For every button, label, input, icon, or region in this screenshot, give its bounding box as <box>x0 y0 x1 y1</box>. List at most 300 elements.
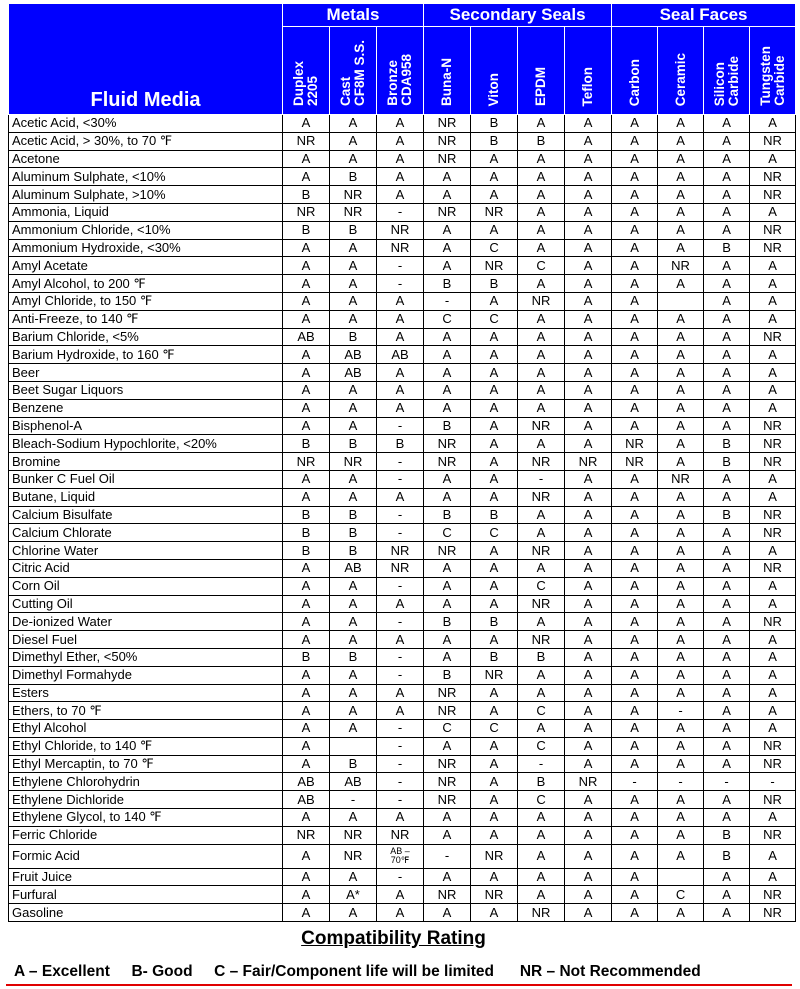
rating-cell: A <box>471 488 518 506</box>
rating-cell: - <box>377 275 424 293</box>
rating-cell: A <box>471 542 518 560</box>
rating-cell: A <box>704 399 750 417</box>
rating-cell: A <box>283 595 330 613</box>
rating-cell: NR <box>377 221 424 239</box>
table-row <box>9 150 796 168</box>
rating-cell: A <box>612 826 658 844</box>
rating-cell: A <box>565 702 612 720</box>
table-row <box>9 257 796 275</box>
rating-cell: A <box>750 346 796 364</box>
rating-cell: A <box>612 595 658 613</box>
rating-cell: NR <box>424 435 471 453</box>
rating-cell: A <box>704 150 750 168</box>
rating-cell: A <box>704 186 750 204</box>
rating-cell: C <box>424 310 471 328</box>
rating-cell: B <box>283 221 330 239</box>
rating-cell: NR <box>518 595 565 613</box>
rating-cell: A <box>750 381 796 399</box>
fluid-name-cell: Dimethyl Ether, <50% <box>9 648 283 666</box>
rating-cell: A <box>330 132 377 150</box>
rating-cell: A <box>658 524 704 542</box>
rating-cell: A <box>704 648 750 666</box>
rating-cell: A <box>565 648 612 666</box>
rating-cell: A <box>612 132 658 150</box>
fluid-name-cell: Fruit Juice <box>9 868 283 886</box>
rating-cell: A <box>658 488 704 506</box>
rating-cell: A <box>518 203 565 221</box>
rating-cell: A <box>330 720 377 738</box>
rating-cell: - <box>377 720 424 738</box>
rating-cell: A <box>565 684 612 702</box>
rating-cell: AB <box>283 328 330 346</box>
rating-cell: A <box>704 791 750 809</box>
rating-cell: A <box>750 868 796 886</box>
rating-cell: A <box>612 886 658 904</box>
rating-cell: A <box>471 292 518 310</box>
rating-cell: A <box>471 399 518 417</box>
rating-cell: A <box>471 150 518 168</box>
rating-cell: A <box>330 115 377 133</box>
rating-cell: NR <box>518 904 565 922</box>
rating-cell: NR <box>750 453 796 471</box>
rating-cell: NR <box>424 791 471 809</box>
table-row <box>9 364 796 382</box>
fluid-name-cell: Beet Sugar Liquors <box>9 381 283 399</box>
table-row <box>9 381 796 399</box>
rating-cell: A <box>330 631 377 649</box>
rating-cell: A <box>330 577 377 595</box>
rating-cell: AB <box>330 773 377 791</box>
rating-cell: B <box>518 773 565 791</box>
group-header: Secondary Seals <box>424 4 612 27</box>
rating-cell: A <box>750 720 796 738</box>
rating-cell <box>658 868 704 886</box>
rating-cell: A <box>518 328 565 346</box>
fluid-name-cell: Cutting Oil <box>9 595 283 613</box>
rating-cell: NR <box>750 791 796 809</box>
rating-cell: A <box>612 791 658 809</box>
fluid-name-cell: Anti-Freeze, to 140 ℉ <box>9 310 283 328</box>
rating-cell: A <box>424 381 471 399</box>
rating-cell: A <box>704 417 750 435</box>
rating-cell: - <box>377 755 424 773</box>
rating-cell: A <box>658 435 704 453</box>
table-row <box>9 559 796 577</box>
table-row <box>9 292 796 310</box>
rating-cell: C <box>471 310 518 328</box>
rating-cell: A <box>565 417 612 435</box>
rating-cell: A <box>471 168 518 186</box>
rating-cell: NR <box>750 239 796 257</box>
footer-divider <box>6 984 792 986</box>
rating-cell: NR <box>424 115 471 133</box>
rating-cell: NR <box>424 150 471 168</box>
rating-cell: A <box>750 684 796 702</box>
fluid-name-cell: Butane, Liquid <box>9 488 283 506</box>
rating-cell: NR <box>658 470 704 488</box>
rating-cell: A <box>330 417 377 435</box>
table-row <box>9 417 796 435</box>
rating-cell: A <box>424 904 471 922</box>
rating-cell: B <box>471 506 518 524</box>
rating-cell: A <box>283 488 330 506</box>
rating-cell: AB <box>330 346 377 364</box>
rating-cell: AB <box>283 773 330 791</box>
rating-cell: A <box>518 666 565 684</box>
rating-cell: A <box>565 844 612 868</box>
fluid-name-cell: Acetone <box>9 150 283 168</box>
rating-cell: A <box>518 168 565 186</box>
rating-cell: A <box>471 868 518 886</box>
rating-cell: A <box>518 221 565 239</box>
rating-cell: A <box>612 684 658 702</box>
column-header-label: Silicon Carbide <box>711 55 741 106</box>
rating-cell: - <box>377 257 424 275</box>
rating-cell: A <box>612 577 658 595</box>
rating-cell: NR <box>750 886 796 904</box>
rating-cell: A <box>518 186 565 204</box>
rating-cell: NR <box>424 755 471 773</box>
table-row <box>9 203 796 221</box>
rating-cell: A <box>377 488 424 506</box>
rating-cell: A <box>612 221 658 239</box>
column-header <box>704 27 750 115</box>
fluid-name-cell: Furfural <box>9 886 283 904</box>
fluid-name-cell: Amyl Alcohol, to 200 ℉ <box>9 275 283 293</box>
rating-cell: C <box>424 720 471 738</box>
rating-cell: A <box>471 453 518 471</box>
rating-cell: A <box>565 826 612 844</box>
rating-cell: A <box>283 809 330 827</box>
fluid-name-cell: Benzene <box>9 399 283 417</box>
rating-cell: A <box>518 364 565 382</box>
rating-cell: NR <box>283 453 330 471</box>
rating-cell: A <box>565 595 612 613</box>
rating-cell: A <box>565 524 612 542</box>
rating-cell: A <box>612 524 658 542</box>
rating-cell: NR <box>518 453 565 471</box>
table-row <box>9 904 796 922</box>
rating-cell: B <box>424 666 471 684</box>
rating-cell: - <box>377 203 424 221</box>
rating-cell: NR <box>424 453 471 471</box>
fluid-name-cell: Beer <box>9 364 283 382</box>
rating-cell: A <box>612 257 658 275</box>
rating-cell: A <box>612 346 658 364</box>
rating-cell: A <box>518 346 565 364</box>
rating-cell: A <box>471 595 518 613</box>
rating-cell: A <box>283 115 330 133</box>
table-row <box>9 868 796 886</box>
fluid-name-cell: Ammonia, Liquid <box>9 203 283 221</box>
rating-cell: NR <box>471 257 518 275</box>
rating-cell: A <box>377 381 424 399</box>
rating-cell: C <box>424 524 471 542</box>
rating-cell: A <box>424 488 471 506</box>
table-row <box>9 435 796 453</box>
fluid-name-cell: Ethylene Chlorohydrin <box>9 773 283 791</box>
column-header <box>518 27 565 115</box>
rating-cell: A <box>377 132 424 150</box>
rating-cell: - <box>377 417 424 435</box>
rating-cell: NR <box>518 631 565 649</box>
rating-cell: A <box>518 239 565 257</box>
rating-cell: A <box>612 542 658 560</box>
rating-cell: A <box>612 844 658 868</box>
rating-cell: A <box>612 168 658 186</box>
rating-cell: A <box>377 631 424 649</box>
rating-cell: NR <box>283 826 330 844</box>
rating-cell: A <box>658 346 704 364</box>
fluid-name-cell: Esters <box>9 684 283 702</box>
rating-cell: - <box>612 773 658 791</box>
rating-cell: A <box>658 791 704 809</box>
rating-cell: A <box>704 886 750 904</box>
rating-cell: NR <box>424 542 471 560</box>
rating-cell: B <box>330 648 377 666</box>
rating-cell: A <box>471 791 518 809</box>
rating-cell: NR <box>750 417 796 435</box>
rating-cell: NR <box>471 666 518 684</box>
rating-cell: A <box>471 417 518 435</box>
rating-cell: A <box>704 310 750 328</box>
rating-cell: NR <box>330 203 377 221</box>
rating-cell: B <box>518 648 565 666</box>
rating-cell: A <box>424 868 471 886</box>
rating-cell: A <box>750 488 796 506</box>
rating-cell: A <box>658 203 704 221</box>
rating-cell: A <box>518 399 565 417</box>
rating-cell: - <box>377 648 424 666</box>
rating-cell: A <box>704 470 750 488</box>
rating-cell: A <box>283 559 330 577</box>
rating-cell: A <box>750 702 796 720</box>
column-header <box>612 27 658 115</box>
rating-cell: NR <box>750 506 796 524</box>
rating-cell: NR <box>658 257 704 275</box>
table-header <box>9 4 796 115</box>
rating-cell: A <box>471 346 518 364</box>
rating-cell: A <box>658 239 704 257</box>
rating-cell: C <box>518 577 565 595</box>
rating-cell: A <box>518 809 565 827</box>
rating-cell: A <box>658 666 704 684</box>
rating-cell: A <box>750 577 796 595</box>
rating-cell: NR <box>330 186 377 204</box>
rating-cell: A <box>565 381 612 399</box>
rating-cell: B <box>424 275 471 293</box>
rating-cell: A <box>518 886 565 904</box>
rating-cell: B <box>330 221 377 239</box>
rating-cell: A <box>704 221 750 239</box>
fluid-name-cell: Ethylene Glycol, to 140 ℉ <box>9 809 283 827</box>
rating-cell: A <box>658 826 704 844</box>
rating-cell: A <box>750 150 796 168</box>
rating-cell: A <box>565 470 612 488</box>
rating-cell: A <box>704 542 750 560</box>
rating-cell: A <box>377 115 424 133</box>
rating-cell: A <box>658 150 704 168</box>
rating-cell: A <box>471 328 518 346</box>
rating-cell <box>658 292 704 310</box>
rating-cell: B <box>330 328 377 346</box>
rating-cell: A <box>283 381 330 399</box>
rating-cell: A <box>565 239 612 257</box>
rating-cell: A <box>565 868 612 886</box>
rating-cell: A <box>658 595 704 613</box>
column-header-label: Ceramic <box>672 52 688 106</box>
rating-cell: NR <box>750 168 796 186</box>
rating-cell: A <box>658 542 704 560</box>
rating-cell: NR <box>424 203 471 221</box>
rating-cell: A <box>565 150 612 168</box>
rating-cell: A <box>565 809 612 827</box>
rating-cell: B <box>704 506 750 524</box>
rating-cell: A <box>471 904 518 922</box>
rating-cell: A <box>565 488 612 506</box>
rating-cell: A <box>704 559 750 577</box>
rating-cell: A <box>612 150 658 168</box>
rating-cell: A <box>704 292 750 310</box>
table-row <box>9 684 796 702</box>
rating-cell: A <box>612 488 658 506</box>
fluid-name-cell: Corn Oil <box>9 577 283 595</box>
rating-cell: A <box>750 844 796 868</box>
rating-cell: NR <box>330 844 377 868</box>
rating-cell: A <box>658 577 704 595</box>
rating-cell: A <box>565 577 612 595</box>
rating-cell: A <box>658 755 704 773</box>
rating-cell: A <box>565 506 612 524</box>
rating-cell: A <box>612 559 658 577</box>
rating-cell: B <box>330 542 377 560</box>
rating-cell: - <box>377 737 424 755</box>
rating-cell: A <box>612 239 658 257</box>
rating-cell: A <box>424 257 471 275</box>
rating-cell: A <box>283 150 330 168</box>
rating-cell <box>377 844 424 868</box>
rating-cell: A <box>704 737 750 755</box>
rating-cell: A <box>658 809 704 827</box>
rating-cell: B <box>283 524 330 542</box>
fluid-name-cell: Bleach-Sodium Hypochlorite, <20% <box>9 435 283 453</box>
rating-cell: A <box>612 292 658 310</box>
rating-cell: - <box>377 470 424 488</box>
rating-cell: A <box>283 844 330 868</box>
rating-cell: NR <box>471 886 518 904</box>
rating-cell: A <box>750 310 796 328</box>
table-row <box>9 310 796 328</box>
rating-cell: NR <box>330 826 377 844</box>
rating-cell: A <box>471 631 518 649</box>
fluid-name-cell: Chlorine Water <box>9 542 283 560</box>
rating-cell: A <box>518 720 565 738</box>
rating-cell: A <box>471 809 518 827</box>
fluid-name-cell: Ferric Chloride <box>9 826 283 844</box>
table-row <box>9 186 796 204</box>
fluid-name-cell: Aluminum Sulphate, >10% <box>9 186 283 204</box>
rating-cell: A <box>330 275 377 293</box>
rating-cell: A <box>518 115 565 133</box>
rating-cell: B <box>471 115 518 133</box>
fluid-name-cell: Bromine <box>9 453 283 471</box>
rating-cell: A <box>704 132 750 150</box>
rating-cell: C <box>471 524 518 542</box>
rating-cell: A <box>283 417 330 435</box>
rating-cell: - <box>424 292 471 310</box>
fluid-name-cell: Ammonium Hydroxide, <30% <box>9 239 283 257</box>
table-row <box>9 702 796 720</box>
table-row <box>9 826 796 844</box>
rating-cell: A <box>283 364 330 382</box>
rating-cell: A <box>658 115 704 133</box>
rating-cell: A <box>377 809 424 827</box>
rating-cell: A <box>704 755 750 773</box>
table-row <box>9 666 796 684</box>
rating-cell: B <box>471 275 518 293</box>
rating-cell: A <box>471 684 518 702</box>
rating-cell: A <box>283 257 330 275</box>
rating-cell: A <box>565 328 612 346</box>
rating-cell: A <box>518 684 565 702</box>
fluid-name-cell: Amyl Chloride, to 150 ℉ <box>9 292 283 310</box>
rating-cell: A <box>612 328 658 346</box>
rating-cell: NR <box>471 844 518 868</box>
rating-cell: A <box>377 186 424 204</box>
rating-cell: A <box>518 559 565 577</box>
rating-cell: A* <box>330 886 377 904</box>
rating-cell: - <box>377 868 424 886</box>
rating-cell: A <box>424 168 471 186</box>
rating-cell: A <box>658 684 704 702</box>
table-row <box>9 737 796 755</box>
rating-cell: A <box>518 613 565 631</box>
rating-cell: A <box>750 809 796 827</box>
rating-cell: NR <box>424 684 471 702</box>
rating-cell: A <box>565 115 612 133</box>
rating-cell: B <box>330 755 377 773</box>
column-header <box>471 27 518 115</box>
rating-cell: - <box>377 506 424 524</box>
table-row <box>9 613 796 631</box>
rating-note: AB – 70℉ <box>390 845 410 865</box>
rating-cell: A <box>704 868 750 886</box>
column-header <box>658 27 704 115</box>
rating-cell: A <box>565 168 612 186</box>
rating-cell: A <box>565 292 612 310</box>
column-header-label: Bronze CDA958 <box>385 54 414 106</box>
rating-cell: - <box>377 524 424 542</box>
rating-cell: AB <box>330 559 377 577</box>
rating-cell: A <box>565 364 612 382</box>
rating-cell: A <box>704 524 750 542</box>
rating-cell: A <box>565 666 612 684</box>
rating-cell: A <box>283 310 330 328</box>
rating-cell: C <box>471 239 518 257</box>
table-body <box>9 115 796 922</box>
rating-cell: B <box>377 435 424 453</box>
fluid-name-cell: Ethylene Dichloride <box>9 791 283 809</box>
rating-cell: A <box>750 648 796 666</box>
rating-cell: B <box>704 826 750 844</box>
rating-cell: C <box>518 791 565 809</box>
rating-cell: A <box>750 666 796 684</box>
rating-cell: A <box>424 239 471 257</box>
fluid-name-cell: Acetic Acid, <30% <box>9 115 283 133</box>
rating-cell: - <box>704 773 750 791</box>
rating-cell: A <box>704 595 750 613</box>
fluid-name-cell: Acetic Acid, > 30%, to 70 ℉ <box>9 132 283 150</box>
